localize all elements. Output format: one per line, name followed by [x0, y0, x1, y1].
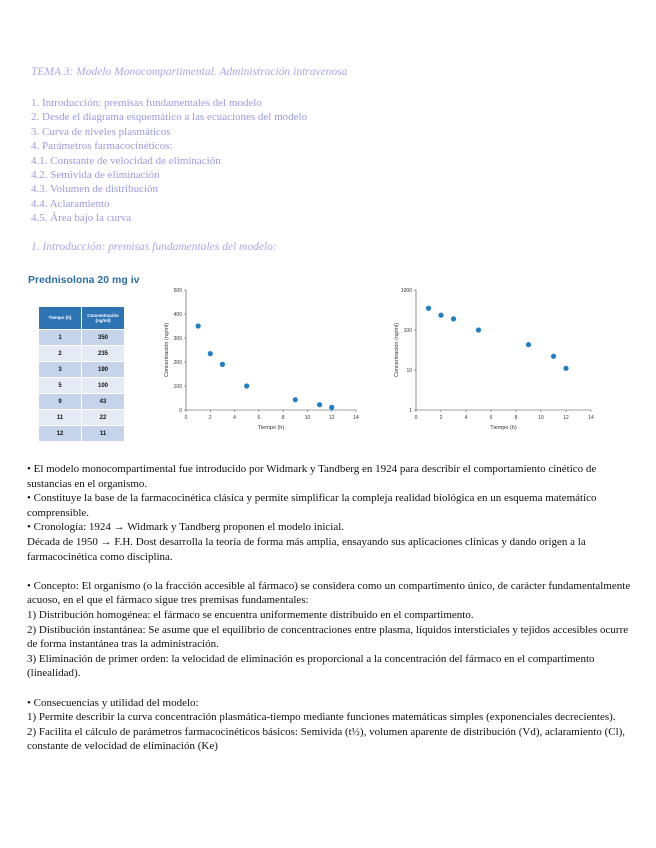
x-tick-label: 0 [414, 415, 418, 421]
data-point [244, 383, 249, 388]
toc-item: 4.3. Volumen de distribución [31, 183, 159, 196]
x-tick-label: 14 [588, 415, 594, 421]
data-point [220, 362, 225, 367]
toc-item: 4.2. Semivida de eliminación [31, 169, 160, 182]
concentration-table [38, 306, 125, 442]
y-tick-label: 400 [173, 311, 182, 318]
data-point [196, 323, 201, 328]
x-tick-label: 10 [538, 415, 544, 421]
toc-item: 4. Parámetros farmacocinéticos: [31, 140, 173, 153]
toc-item: 3. Curva de niveles plasmáticos [31, 125, 171, 138]
x-tick-label: 2 [208, 415, 212, 421]
data-point [563, 366, 568, 371]
data-point [438, 313, 443, 318]
concentration-cell: 350 [82, 330, 125, 346]
table-row [39, 378, 125, 394]
x-tick-label: 2 [439, 415, 443, 421]
table-header-time: Tiempo (h) [39, 307, 82, 330]
time-cell: 2 [39, 346, 82, 362]
paragraph: 3) Eliminación de primer orden: la velocidad de eliminación es proporcional a la concentración del fármaco en el compartimento (linealidad). [27, 652, 595, 680]
time-cell: 1 [39, 330, 82, 346]
concentration-cell: 43 [82, 394, 125, 410]
x-tick-label: 8 [281, 415, 285, 421]
paragraph: 1) Distribución homogénea: el fármaco se encuentra uniformemente distribuido en el compartimento. [27, 608, 474, 621]
y-tick-label: 1000 [400, 287, 412, 294]
toc-item: 2. Desde el diagrama esquemático a las ecuaciones del modelo [31, 111, 308, 124]
linear-concentration-chart [158, 282, 368, 442]
prednisolone-figure [28, 274, 628, 444]
time-cell: 5 [39, 378, 82, 394]
x-tick-label: 12 [328, 415, 335, 421]
y-tick-label: 0 [179, 407, 182, 414]
x-tick-label: 4 [233, 415, 236, 421]
data-point [329, 405, 334, 410]
toc-item: 4.5. Área bajo la curva [31, 212, 132, 225]
time-cell: 3 [39, 362, 82, 378]
paragraph: 2) Facilita el cálculo de parámetros farmacocinéticos básicos: Semivida (t½), volumen aparente de distribución (Vd), aclaramiento (Cl), constante de velocidad de eliminación (Ke) [27, 725, 626, 753]
x-tick-label: 6 [489, 415, 493, 421]
table-row [39, 394, 125, 410]
concentration-cell: 190 [82, 362, 125, 378]
paragraph: • Cronología: 1924 → Widmark y Tandberg proponen el modelo inicial. [27, 521, 345, 534]
y-tick-label: 200 [173, 359, 182, 366]
y-tick-label: 100 [173, 383, 182, 390]
concentration-cell: 235 [82, 346, 125, 362]
paragraph: 1) Permite describir la curva concentración plasmática-tiempo mediante funciones matemáticas simples (exponenciales decrecientes). [27, 711, 616, 724]
table-row [39, 346, 125, 362]
x-tick-label: 8 [514, 415, 518, 421]
log-concentration-chart [388, 282, 603, 442]
concentration-cell: 100 [82, 378, 125, 394]
paragraph-gap [27, 564, 639, 579]
data-point [208, 351, 213, 356]
data-point [293, 397, 298, 402]
y-tick-label: 500 [173, 287, 182, 294]
paragraph: • Consecuencias y utilidad del modelo: [27, 696, 199, 709]
table-row [39, 330, 125, 346]
data-point [526, 342, 531, 347]
x-axis-label: Tiempo (h) [257, 425, 285, 431]
figure-title: Prednisolona 20 mg iv [28, 274, 140, 286]
paragraph: • Constituye la base de la farmacocinética clásica y permite simplificar la compleja realidad biológica en un esquema matemático comprensible. [27, 492, 597, 519]
table-row [39, 410, 125, 426]
body-text [27, 462, 639, 754]
x-tick-label: 14 [353, 415, 359, 421]
time-cell: 11 [39, 410, 82, 426]
data-point [317, 402, 322, 407]
page-title: TEMA 3: Modelo Monocompartimental. Administración intravenosa [31, 66, 348, 78]
table-of-contents [31, 96, 307, 226]
time-cell: 9 [39, 394, 82, 410]
paragraph: 2) Distibución instantánea: Se asume que el equilibrio de concentraciones entre plasma, líquidos intersticiales y tejidos accesibles ocurre de forma instantánea tras la administración. [27, 623, 629, 651]
paragraph: Década de 1950 → F.H. Dost desarrolla la teoría de forma más amplia, ensayando sus aplicaciones clínicas y dando origen a la farmacocinética como disciplina. [27, 535, 586, 563]
data-point [451, 316, 456, 321]
data-point [551, 354, 556, 359]
y-tick-label: 100 [403, 327, 412, 334]
section-heading: 1. Introducción: premisas fundamentales del modelo: [31, 241, 277, 253]
table-row [39, 426, 125, 442]
x-axis-label: Tiempo (h) [490, 425, 517, 431]
data-point [426, 306, 431, 311]
y-tick-label: 1 [409, 407, 412, 414]
time-cell: 12 [39, 426, 82, 442]
x-tick-label: 4 [464, 415, 468, 421]
x-tick-label: 10 [304, 415, 311, 421]
y-axis-label: Concentración (ng/ml) [164, 322, 170, 378]
toc-item: 4.4. Aclaramiento [31, 197, 110, 210]
table-row [39, 362, 125, 378]
x-tick-label: 12 [563, 415, 569, 421]
paragraph: • Concepto: El organismo (o la fracción accesible al fármaco) se considera como un compartimento único, de carácter fundamentalmente acuoso, en el que el fármaco sigue tres premisas fundamentales: [27, 579, 631, 607]
paragraph: • El modelo monocompartimental fue introducido por Widmark y Tandberg en 1924 para describir el comportamiento cinético de sustancias en el organismo. [27, 463, 597, 490]
y-axis-label: Concentración (ng/ml) [394, 322, 400, 378]
x-tick-label: 6 [257, 415, 261, 421]
toc-item: 4.1. Constante de velocidad de eliminación [31, 154, 221, 167]
concentration-cell: 11 [82, 426, 125, 442]
data-point [476, 327, 481, 332]
toc-item: 1. Introducción: premisas fundamentales del modelo [31, 97, 262, 109]
x-tick-label: 0 [184, 415, 188, 421]
y-tick-label: 10 [406, 367, 412, 374]
concentration-cell: 22 [82, 410, 125, 426]
table-header-concentration: Concentración (ng/ml) [82, 307, 125, 330]
y-tick-label: 300 [173, 335, 182, 342]
paragraph-gap [27, 681, 639, 696]
